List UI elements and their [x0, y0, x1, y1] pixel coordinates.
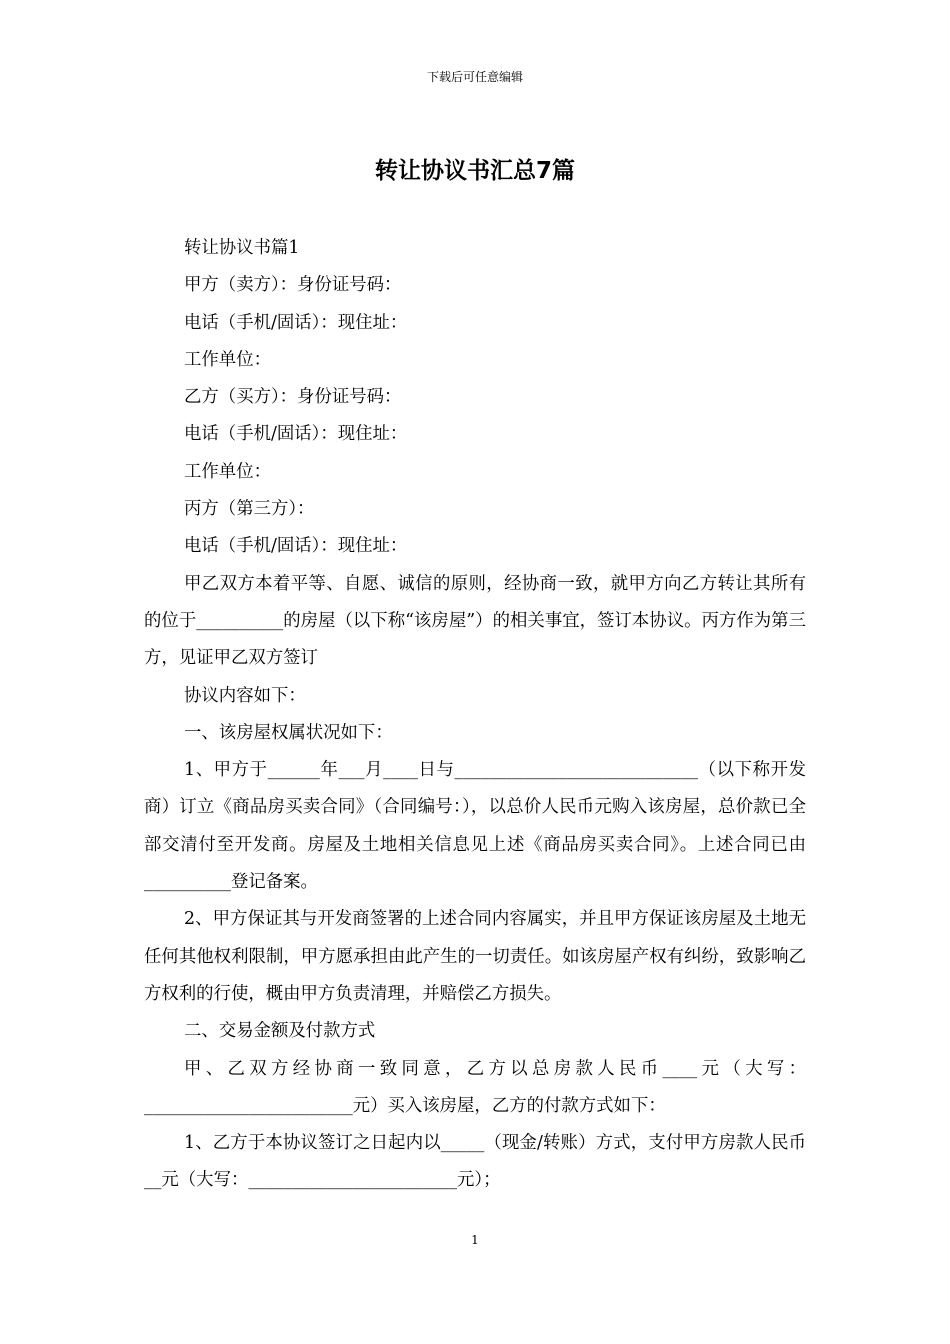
agreement-intro: 协议内容如下：: [184, 685, 306, 706]
party-c-line: 丙方（第三方）：: [184, 499, 315, 520]
party-a-phone-line: 电话（手机/固话）：现住址：: [184, 312, 408, 333]
party-b-line: 乙方（买方）：身份证号码：: [184, 387, 402, 408]
payment-item-1: 1、乙方于本协议签订之日起内以_____（现金/转账）方式，支付甲方房款人民币__元（大写：________________________元）；: [144, 1133, 806, 1191]
party-c-phone-line: 电话（手机/固话）：现住址：: [184, 536, 408, 557]
header-note: 下载后可任意编辑: [426, 70, 523, 84]
party-a-line: 甲方（卖方）：身份证号码：: [184, 275, 402, 296]
clause-heading-ownership: 一、该房屋权属状况如下：: [184, 722, 393, 743]
document-title: 转让协议书汇总7篇: [374, 158, 575, 184]
clause-ownership-2: 2、甲方保证其与开发商签署的上述合同内容属实，并且甲方保证该房屋及土地无任何其他权利限制，甲方愿承担由此产生的一切责任。如该房屋产权有纠纷，致影响乙方权利的行使，概由甲方负责清理，并赔偿乙方损失。: [144, 909, 806, 1004]
section-heading: 转让协议书篇1: [184, 238, 300, 258]
payment-paragraph: 甲、乙双方经协商一致同意，乙方以总房款人民币____元（大写：________________________元）买入该房屋，乙方的付款方式如下：: [144, 1058, 806, 1116]
document-body: [144, 230, 806, 1200]
clause-heading-payment: 二、交易金额及付款方式: [184, 1021, 376, 1042]
party-a-employer-line: 工作单位：: [184, 349, 271, 370]
clause-ownership-1: 1、甲方于______年___月____日与____________________________（以下称开发商）订立《商品房买卖合同》（合同编号：），以总价人民币元购入该房屋，总价款已全部交清付至开发商。房屋及土地相关信息见上述《商品房买卖合同》。上述合同已由__________登记备案。: [144, 760, 806, 893]
party-b-phone-line: 电话（手机/固话）：现住址：: [184, 424, 408, 445]
party-b-employer-line: 工作单位：: [184, 461, 271, 482]
preamble-paragraph: 甲乙双方本着平等、自愿、诚信的原则，经协商一致，就甲方向乙方转让其所有的位于__________的房屋（以下称“该房屋”）的相关事宜，签订本协议。丙方作为第三方，见证甲乙双方签订: [144, 573, 806, 669]
page-number: 1: [471, 1233, 479, 1247]
